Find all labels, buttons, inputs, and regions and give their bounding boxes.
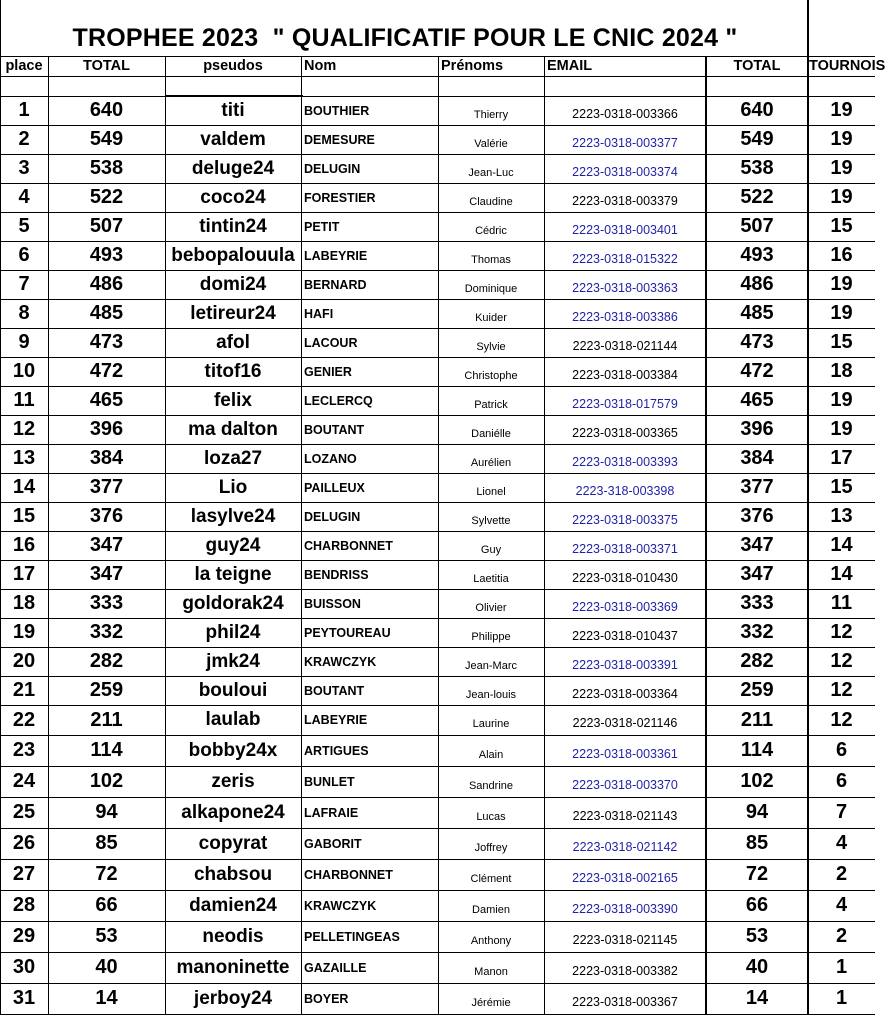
- cell-email: 2223-0318-003371: [572, 541, 678, 556]
- cell-nom: BENDRISS: [304, 567, 369, 582]
- cell-total2: 66: [745, 894, 769, 916]
- cell-total: 472: [89, 360, 124, 382]
- cell-place: 24: [12, 770, 36, 792]
- grid-line-row: [0, 1014, 875, 1015]
- cell-place: 31: [12, 987, 36, 1009]
- cell-email: 2223-0318-021144: [572, 338, 678, 353]
- cell-place: 6: [18, 244, 30, 266]
- cell-total2: 72: [745, 863, 769, 885]
- cell-prenom: Manon: [474, 965, 508, 978]
- cell-pseudo: domi24: [199, 273, 267, 295]
- cell-place: 25: [12, 801, 36, 823]
- cell-prenom: Lionel: [476, 485, 506, 498]
- cell-pseudo: neodis: [202, 925, 264, 947]
- cell-tournois: 12: [830, 621, 853, 643]
- cell-total2: 465: [740, 389, 774, 411]
- cell-total: 114: [90, 739, 123, 761]
- cell-nom: PEYTOUREAU: [304, 625, 391, 640]
- cell-total: 538: [89, 157, 124, 179]
- cell-total2: 332: [740, 621, 774, 643]
- cell-email: 2223-0318-003390: [572, 901, 678, 916]
- cell-pseudo: felix: [213, 389, 253, 411]
- cell-total: 211: [90, 708, 123, 731]
- cell-nom: KRAWCZYK: [304, 898, 377, 913]
- grid-line-col: [438, 56, 439, 1014]
- header-total-2: TOTAL: [733, 58, 781, 74]
- cell-place: 2: [18, 128, 30, 150]
- cell-total: 549: [89, 128, 124, 150]
- cell-pseudo: alkapone24: [181, 801, 285, 823]
- cell-total2: 40: [745, 956, 769, 978]
- cell-prenom: Sylvie: [476, 340, 506, 353]
- cell-pseudo: Lio: [218, 476, 248, 498]
- cell-total2: 211: [740, 708, 774, 731]
- cell-place: 28: [12, 894, 36, 916]
- cell-tournois: 17: [830, 447, 853, 469]
- cell-total: 493: [89, 244, 124, 266]
- cell-nom: GAZAILLE: [304, 960, 367, 975]
- cell-prenom: Sandrine: [468, 779, 514, 792]
- cell-pseudo: titof16: [204, 360, 262, 382]
- cell-total2: 53: [745, 925, 769, 947]
- cell-nom: PELLETINGEAS: [304, 929, 400, 944]
- cell-pseudo: bouloui: [198, 679, 268, 701]
- cell-total2: 333: [740, 592, 774, 614]
- cell-nom: LABEYRIE: [304, 248, 368, 263]
- cell-prenom: Jean-Marc: [465, 659, 517, 672]
- cell-place: 10: [12, 360, 36, 382]
- cell-place: 30: [12, 956, 36, 978]
- grid-line-col: [807, 0, 809, 1014]
- cell-tournois: 15: [830, 215, 853, 237]
- cell-pseudo: letireur24: [190, 302, 276, 324]
- cell-nom: PETIT: [304, 219, 340, 234]
- cell-email: 2223-318-003398: [575, 483, 675, 498]
- cell-tournois: 7: [835, 801, 848, 823]
- cell-place: 15: [12, 505, 36, 527]
- page-title: TROPHEE 2023 " QUALIFICATIF POUR LE CNIC 2024 ": [72, 24, 738, 52]
- cell-pseudo: jerboy24: [193, 987, 273, 1009]
- grid-line-col: [301, 56, 302, 1014]
- cell-place: 3: [18, 157, 30, 179]
- cell-email: 2223-0318-003401: [572, 222, 678, 237]
- cell-prenom: Philippe: [471, 630, 511, 643]
- cell-pseudo: laulab: [205, 709, 261, 730]
- header-tournois: TOURNOIS: [809, 58, 885, 74]
- cell-total2: 549: [740, 128, 774, 150]
- cell-prenom: Cédric: [475, 224, 507, 237]
- cell-email: 2223-0318-021146: [572, 716, 678, 730]
- cell-total: 522: [89, 186, 124, 208]
- cell-pseudo: guy24: [205, 534, 261, 556]
- cell-tournois: 11: [830, 592, 853, 614]
- cell-nom: BOUTHIER: [304, 103, 370, 118]
- cell-prenom: Anthony: [470, 934, 512, 947]
- cell-email: 2223-0318-003364: [572, 686, 678, 701]
- cell-nom: BUNLET: [304, 774, 355, 789]
- cell-pseudo: bebopalouula: [171, 244, 295, 266]
- cell-nom: GABORIT: [304, 836, 362, 851]
- cell-place: 12: [12, 418, 36, 440]
- cell-email: 2223-0318-003386: [572, 309, 678, 324]
- cell-nom: LACOUR: [304, 335, 358, 350]
- cell-tournois: 14: [830, 563, 853, 585]
- cell-tournois: 1: [835, 956, 848, 978]
- cell-tournois: 13: [830, 505, 853, 527]
- cell-total: 40: [95, 956, 118, 978]
- cell-total2: 472: [740, 360, 774, 382]
- cell-prenom: Thierry: [473, 108, 509, 121]
- header-prenoms: Prénoms: [441, 58, 504, 74]
- cell-nom: BOUTANT: [304, 422, 365, 437]
- cell-place: 9: [18, 331, 30, 353]
- cell-tournois: 6: [835, 739, 848, 761]
- cell-prenom: Olivier: [475, 601, 507, 614]
- grid-line-col: [544, 56, 545, 1014]
- cell-place: 21: [12, 679, 36, 701]
- cell-total2: 384: [740, 447, 774, 469]
- cell-pseudo: titi: [221, 99, 245, 121]
- cell-email: 2223-0318-003382: [572, 963, 678, 978]
- cell-place: 19: [12, 621, 36, 643]
- cell-prenom: Joffrey: [474, 841, 508, 854]
- cell-total: 282: [89, 650, 124, 672]
- cell-nom: LAFRAIE: [304, 805, 359, 820]
- cell-place: 4: [18, 186, 30, 208]
- cell-tournois: 2: [835, 863, 848, 885]
- cell-nom: BERNARD: [304, 277, 367, 292]
- cell-nom: BOUTANT: [304, 683, 365, 698]
- cell-total: 72: [95, 863, 118, 885]
- cell-pseudo: phil24: [205, 621, 261, 643]
- cell-total2: 507: [740, 215, 774, 237]
- cell-tournois: 4: [835, 832, 848, 854]
- cell-total: 376: [89, 505, 124, 527]
- cell-place: 23: [12, 739, 36, 761]
- cell-total: 347: [89, 534, 124, 556]
- cell-pseudo: lasylve24: [190, 505, 276, 527]
- cell-email: 2223-0318-003391: [572, 657, 678, 672]
- cell-email: 2223-0318-003367: [572, 994, 678, 1009]
- grid-line-col: [48, 56, 49, 1014]
- cell-place: 20: [12, 650, 36, 672]
- cell-email: 2223-0318-003379: [572, 193, 678, 208]
- cell-tournois: 1: [835, 987, 848, 1009]
- cell-place: 22: [12, 708, 36, 731]
- cell-place: 7: [18, 273, 30, 295]
- cell-pseudo: goldorak24: [182, 592, 284, 614]
- cell-total: 465: [89, 389, 124, 411]
- cell-total2: 347: [740, 534, 774, 556]
- cell-total2: 486: [740, 273, 774, 295]
- header-total: TOTAL: [83, 58, 130, 74]
- cell-email: 2223-0318-003384: [572, 367, 678, 382]
- cell-total: 14: [95, 987, 118, 1009]
- cell-prenom: Jean-Luc: [468, 166, 514, 179]
- cell-prenom: Valérie: [474, 137, 508, 150]
- cell-prenom: Dominique: [464, 282, 518, 295]
- cell-total: 85: [95, 832, 118, 854]
- header-pseudos: pseudos: [203, 58, 263, 74]
- cell-pseudo: valdem: [200, 128, 266, 150]
- cell-pseudo: chabsou: [193, 863, 273, 885]
- cell-nom: ARTIGUES: [304, 743, 369, 758]
- cell-tournois: 19: [830, 157, 853, 179]
- cell-place: 11: [13, 389, 35, 411]
- cell-nom: DELUGIN: [304, 509, 361, 524]
- cell-email: 2223-0318-003365: [572, 425, 678, 440]
- cell-total2: 114: [740, 739, 774, 761]
- cell-nom: BUISSON: [304, 596, 361, 611]
- cell-tournois: 12: [830, 650, 853, 672]
- cell-place: 18: [12, 592, 36, 614]
- cell-email: 2223-0318-017579: [572, 396, 678, 411]
- cell-prenom: Alain: [478, 748, 504, 761]
- cell-email: 2223-0318-021142: [572, 839, 678, 854]
- cell-tournois: 19: [830, 273, 853, 295]
- cell-tournois: 19: [830, 389, 853, 411]
- cell-total2: 377: [740, 476, 774, 498]
- cell-total: 332: [89, 621, 124, 643]
- cell-prenom: Laurine: [472, 718, 510, 730]
- cell-pseudo: afol: [216, 331, 250, 353]
- cell-place: 14: [12, 476, 36, 498]
- cell-total: 347: [89, 563, 124, 585]
- cell-total: 486: [89, 273, 124, 295]
- cell-tournois: 18: [830, 360, 853, 382]
- cell-total: 396: [89, 418, 124, 440]
- cell-prenom: Patrick: [474, 398, 508, 411]
- cell-email: 2223-0318-021145: [572, 932, 678, 947]
- cell-tournois: 2: [835, 925, 848, 947]
- cell-email: 2223-0318-010430: [572, 570, 678, 585]
- header-email: EMAIL: [547, 58, 593, 74]
- cell-nom: BOYER: [304, 991, 349, 1006]
- cell-nom: DELUGIN: [304, 161, 361, 176]
- cell-pseudo: damien24: [189, 894, 277, 916]
- cell-total2: 85: [745, 832, 769, 854]
- cell-prenom: Christophe: [464, 369, 518, 382]
- cell-total2: 538: [740, 157, 774, 179]
- cell-tournois: 19: [830, 302, 853, 324]
- cell-nom: HAFI: [304, 306, 334, 321]
- cell-pseudo: jmk24: [206, 650, 260, 672]
- cell-email: 2223-0318-003377: [572, 135, 678, 150]
- cell-total2: 347: [740, 563, 774, 585]
- cell-total2: 485: [740, 302, 774, 324]
- cell-tournois: 6: [835, 770, 848, 792]
- cell-prenom: Guy: [480, 543, 502, 556]
- cell-total2: 376: [740, 505, 774, 527]
- cell-pseudo: deluge24: [191, 157, 275, 179]
- cell-nom: LECLERCQ: [304, 393, 373, 408]
- cell-pseudo: ma dalton: [188, 418, 278, 440]
- cell-total2: 102: [740, 770, 774, 792]
- cell-email: 2223-0318-003370: [572, 777, 678, 792]
- cell-email: 2223-0318-003369: [572, 599, 678, 614]
- cell-prenom: Daniélle: [471, 427, 511, 440]
- cell-email: 2223-0318-003375: [572, 512, 678, 527]
- cell-total2: 522: [740, 186, 774, 208]
- cell-tournois: 19: [830, 186, 853, 208]
- cell-email: 2223-0318-003363: [572, 280, 678, 295]
- cell-place: 27: [12, 863, 36, 885]
- cell-prenom: Lucas: [476, 810, 506, 823]
- cell-pseudo: la teigne: [194, 563, 272, 585]
- cell-total: 377: [89, 476, 124, 498]
- cell-email: 2223-0318-003374: [572, 164, 678, 179]
- cell-total2: 94: [745, 801, 769, 823]
- cell-total2: 473: [740, 331, 774, 353]
- cell-total: 94: [95, 801, 118, 823]
- cell-email: 2223-0318-003361: [572, 746, 678, 761]
- cell-email: 2223-0318-015322: [572, 251, 678, 266]
- cell-tournois: 19: [830, 418, 853, 440]
- cell-prenom: Kuider: [475, 311, 507, 324]
- cell-pseudo: bobby24x: [188, 739, 278, 761]
- cell-prenom: Jean-louis: [465, 688, 517, 701]
- cell-prenom: Sylvette: [471, 514, 511, 527]
- cell-prenom: Aurélien: [470, 456, 512, 469]
- cell-nom: CHARBONNET: [304, 538, 393, 553]
- cell-prenom: Damien: [472, 903, 510, 916]
- cell-nom: KRAWCZYK: [304, 654, 377, 669]
- cell-nom: FORESTIER: [304, 190, 376, 205]
- cell-total: 507: [89, 215, 124, 237]
- cell-prenom: Jérémie: [471, 996, 511, 1009]
- cell-place: 29: [12, 925, 36, 947]
- header-nom: Nom: [304, 58, 337, 74]
- cell-tournois: 15: [830, 331, 853, 353]
- cell-total2: 493: [740, 244, 774, 266]
- cell-place: 26: [12, 832, 36, 854]
- cell-total2: 640: [740, 99, 774, 121]
- cell-place: 17: [12, 563, 36, 585]
- cell-tournois: 4: [835, 894, 848, 916]
- cell-email: 2223-0318-003393: [572, 454, 678, 469]
- cell-pseudo: loza27: [203, 447, 263, 469]
- cell-total: 640: [89, 99, 124, 121]
- cell-pseudo: zeris: [211, 770, 255, 792]
- cell-total2: 259: [740, 679, 774, 701]
- cell-total: 485: [89, 302, 124, 324]
- cell-nom: PAILLEUX: [304, 480, 365, 495]
- cell-place: 16: [12, 534, 36, 556]
- cell-tournois: 12: [830, 708, 853, 731]
- cell-tournois: 15: [830, 476, 853, 498]
- cell-total2: 282: [740, 650, 774, 672]
- cell-nom: GENIER: [304, 364, 352, 379]
- cell-place: 1: [18, 99, 30, 121]
- cell-email: 2223-0318-021143: [572, 808, 678, 823]
- cell-tournois: 12: [830, 679, 853, 701]
- cell-email: 2223-0318-010437: [572, 628, 678, 643]
- cell-total: 66: [95, 894, 118, 916]
- cell-nom: LOZANO: [304, 451, 357, 466]
- cell-total2: 14: [745, 987, 769, 1009]
- grid-line-col: [705, 56, 707, 1014]
- cell-tournois: 19: [830, 128, 853, 150]
- cell-place: 8: [18, 302, 30, 324]
- cell-nom: DEMESURE: [304, 132, 375, 147]
- cell-total: 53: [95, 925, 118, 947]
- cell-place: 13: [12, 447, 36, 469]
- cell-pseudo: manoninette: [176, 956, 290, 978]
- cell-pseudo: coco24: [200, 186, 266, 208]
- cell-total: 333: [89, 592, 124, 614]
- cell-tournois: 16: [830, 244, 853, 266]
- cell-total2: 396: [740, 418, 774, 440]
- cell-prenom: Thomas: [471, 253, 511, 266]
- cell-prenom: Claudine: [469, 195, 513, 208]
- cell-pseudo: tintin24: [199, 215, 267, 237]
- header-place: place: [5, 58, 43, 74]
- cell-total: 259: [89, 679, 124, 701]
- cell-prenom: Clément: [470, 872, 512, 885]
- cell-nom: LABEYRIE: [304, 713, 368, 727]
- cell-email: 2223-0318-002165: [572, 870, 678, 885]
- cell-place: 5: [18, 215, 30, 237]
- cell-nom: CHARBONNET: [304, 867, 393, 882]
- cell-pseudo: copyrat: [198, 832, 268, 854]
- cell-tournois: 14: [830, 534, 853, 556]
- cell-prenom: Laetitia: [473, 572, 509, 585]
- cell-total: 102: [89, 770, 124, 792]
- cell-total: 384: [89, 447, 124, 469]
- cell-total: 473: [89, 331, 124, 353]
- grid-line-left: [0, 0, 1, 1014]
- cell-email: 2223-0318-003366: [572, 106, 678, 121]
- cell-tournois: 19: [830, 99, 853, 121]
- grid-line-col: [165, 56, 166, 1014]
